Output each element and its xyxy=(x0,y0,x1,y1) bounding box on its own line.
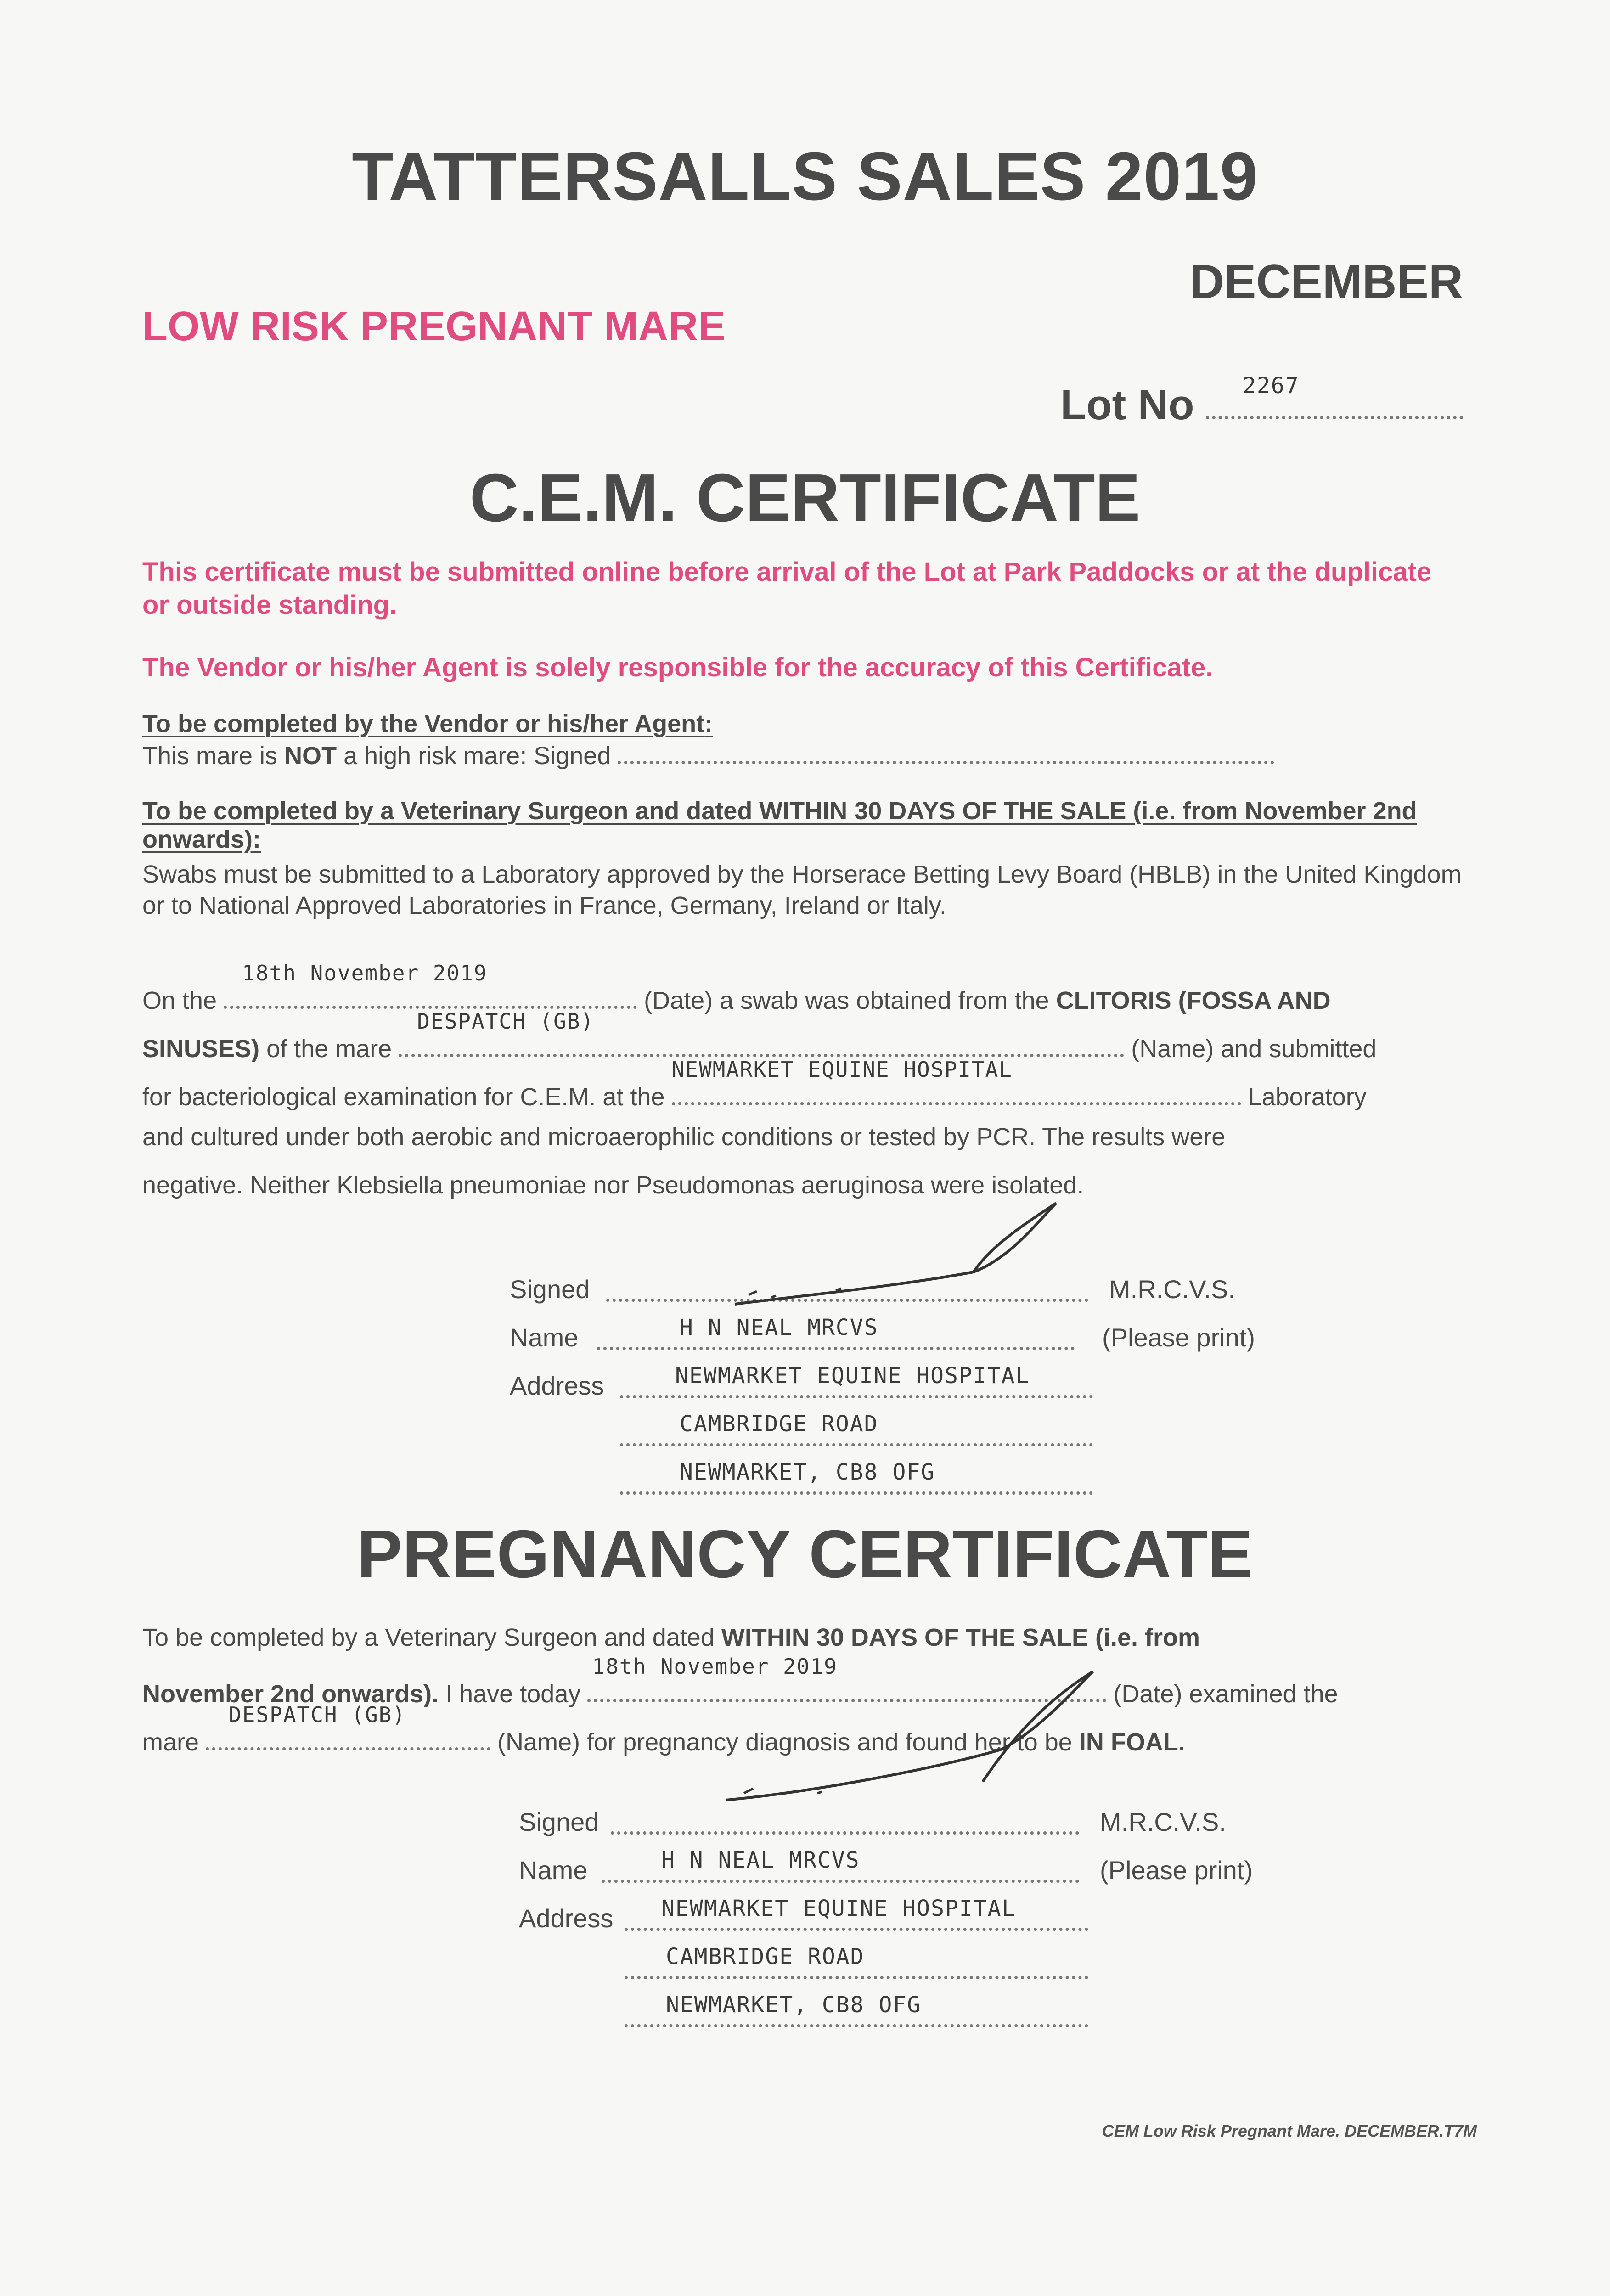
mrcvs-label: M.R.C.V.S. xyxy=(1100,1807,1226,1836)
lot-number xyxy=(1060,373,1463,429)
address-label: Address xyxy=(519,1904,614,1933)
mrcvs-label: M.R.C.V.S. xyxy=(1109,1275,1235,1304)
please-print-label: (Please print) xyxy=(1102,1323,1255,1352)
address-line-2: CAMBRIDGE ROAD xyxy=(620,1425,1093,1446)
name-field xyxy=(602,1847,1079,1883)
vendor-section-heading: To be completed by the Vendor or his/her Agent: xyxy=(142,710,713,737)
cem-paragraph-line-1: On the 18th November 2019 (Date) a swab was obtained from the CLITORIS (FOSSA AND xyxy=(142,961,1331,1014)
address-line-3: NEWMARKET, CB8 OFG xyxy=(625,2006,1088,2027)
submission-notice: This certificate must be submitted online before arrival of the Lot at Park Paddocks or at the duplicate or outside standing. xyxy=(142,557,1432,620)
vendor-signature-field xyxy=(618,747,1274,764)
laboratory-requirement: Swabs must be submitted to a Laboratory approved by the Horserace Betting Levy Board (HBLB) in the United Kingdom or to National Approved Laboratories in France, Germany, Ireland or Italy. xyxy=(142,861,1462,919)
examination-date: 18th November 2019 xyxy=(592,1654,838,1679)
please-print-label: (Please print) xyxy=(1100,1856,1253,1885)
signature-field xyxy=(611,1813,1079,1835)
swab-date: 18th November 2019 xyxy=(242,961,488,985)
vet-name: H N NEAL MRCVS xyxy=(680,1315,878,1340)
pregnancy-heading: PREGNANCY CERTIFICATE xyxy=(357,1516,1253,1592)
pregnancy-line-3: mare DESPATCH (GB) (Name) for pregnancy diagnosis and found her to be IN FOAL. xyxy=(142,1702,1185,1756)
address-line-2: CAMBRIDGE ROAD xyxy=(625,1958,1088,1979)
page-title: TATTERSALLS SALES 2019 xyxy=(352,139,1258,214)
sale-month: DECEMBER xyxy=(1189,255,1463,309)
name-field xyxy=(597,1315,1075,1350)
vet-name: H N NEAL MRCVS xyxy=(661,1847,860,1873)
vet-section-heading: To be completed by a Veterinary Surgeon and dated WITHIN 30 DAYS OF THE SALE (i.e. from November 2nd onwards): xyxy=(142,797,1417,853)
responsibility-notice: The Vendor or his/her Agent is solely responsible for the accuracy of this Certificate. xyxy=(142,653,1213,682)
name-label: Name xyxy=(510,1323,579,1352)
pregnancy-line-2: November 2nd onwards). I have today 18th November 2019 (Date) examined the xyxy=(142,1654,1338,1708)
certificate-category: LOW RISK PREGNANT MARE xyxy=(142,304,726,349)
address-line-1: NEWMARKET EQUINE HOSPITAL xyxy=(625,1909,1088,1931)
cem-paragraph-line-4: and cultured under both aerobic and microaerophilic conditions or tested by PCR. The results were xyxy=(142,1123,1226,1151)
cem-paragraph-line-2: SINUSES) of the mare DESPATCH (GB) (Name) and submitted xyxy=(142,1009,1377,1063)
address-label: Address xyxy=(510,1371,604,1400)
form-reference: CEM Low Risk Pregnant Mare. DECEMBER.T7M xyxy=(1102,2122,1477,2140)
mare-name: DESPATCH (GB) xyxy=(417,1009,595,1034)
vendor-declaration: This mare is NOT a high risk mare: Signed xyxy=(142,742,1465,770)
cem-paragraph-line-3: for bacteriological examination for C.E.M. at the NEWMARKET EQUINE HOSPITAL Laboratory xyxy=(142,1057,1367,1111)
signed-label: Signed xyxy=(519,1807,599,1836)
laboratory-name: NEWMARKET EQUINE HOSPITAL xyxy=(671,1057,1013,1082)
lot-number-value: 2267 xyxy=(1243,373,1300,399)
pregnancy-line-1: To be completed by a Veterinary Surgeon and dated WITHIN 30 DAYS OF THE SALE (i.e. from xyxy=(142,1624,1200,1651)
signed-label: Signed xyxy=(510,1275,590,1304)
name-label: Name xyxy=(519,1856,588,1885)
vet-signature xyxy=(716,1194,1084,1313)
address-line-3: NEWMARKET, CB8 OFG xyxy=(620,1473,1093,1495)
address-line-1: NEWMARKET EQUINE HOSPITAL xyxy=(620,1377,1093,1398)
cem-heading: C.E.M. CERTIFICATE xyxy=(469,460,1141,536)
lot-label: Lot No xyxy=(1060,382,1194,428)
cem-paragraph-line-5: negative. Neither Klebsiella pneumoniae nor Pseudomonas aeruginosa were isolated. xyxy=(142,1171,1084,1199)
pregnancy-mare-name: DESPATCH (GB) xyxy=(229,1702,406,1727)
vet-signature xyxy=(707,1662,1143,1809)
